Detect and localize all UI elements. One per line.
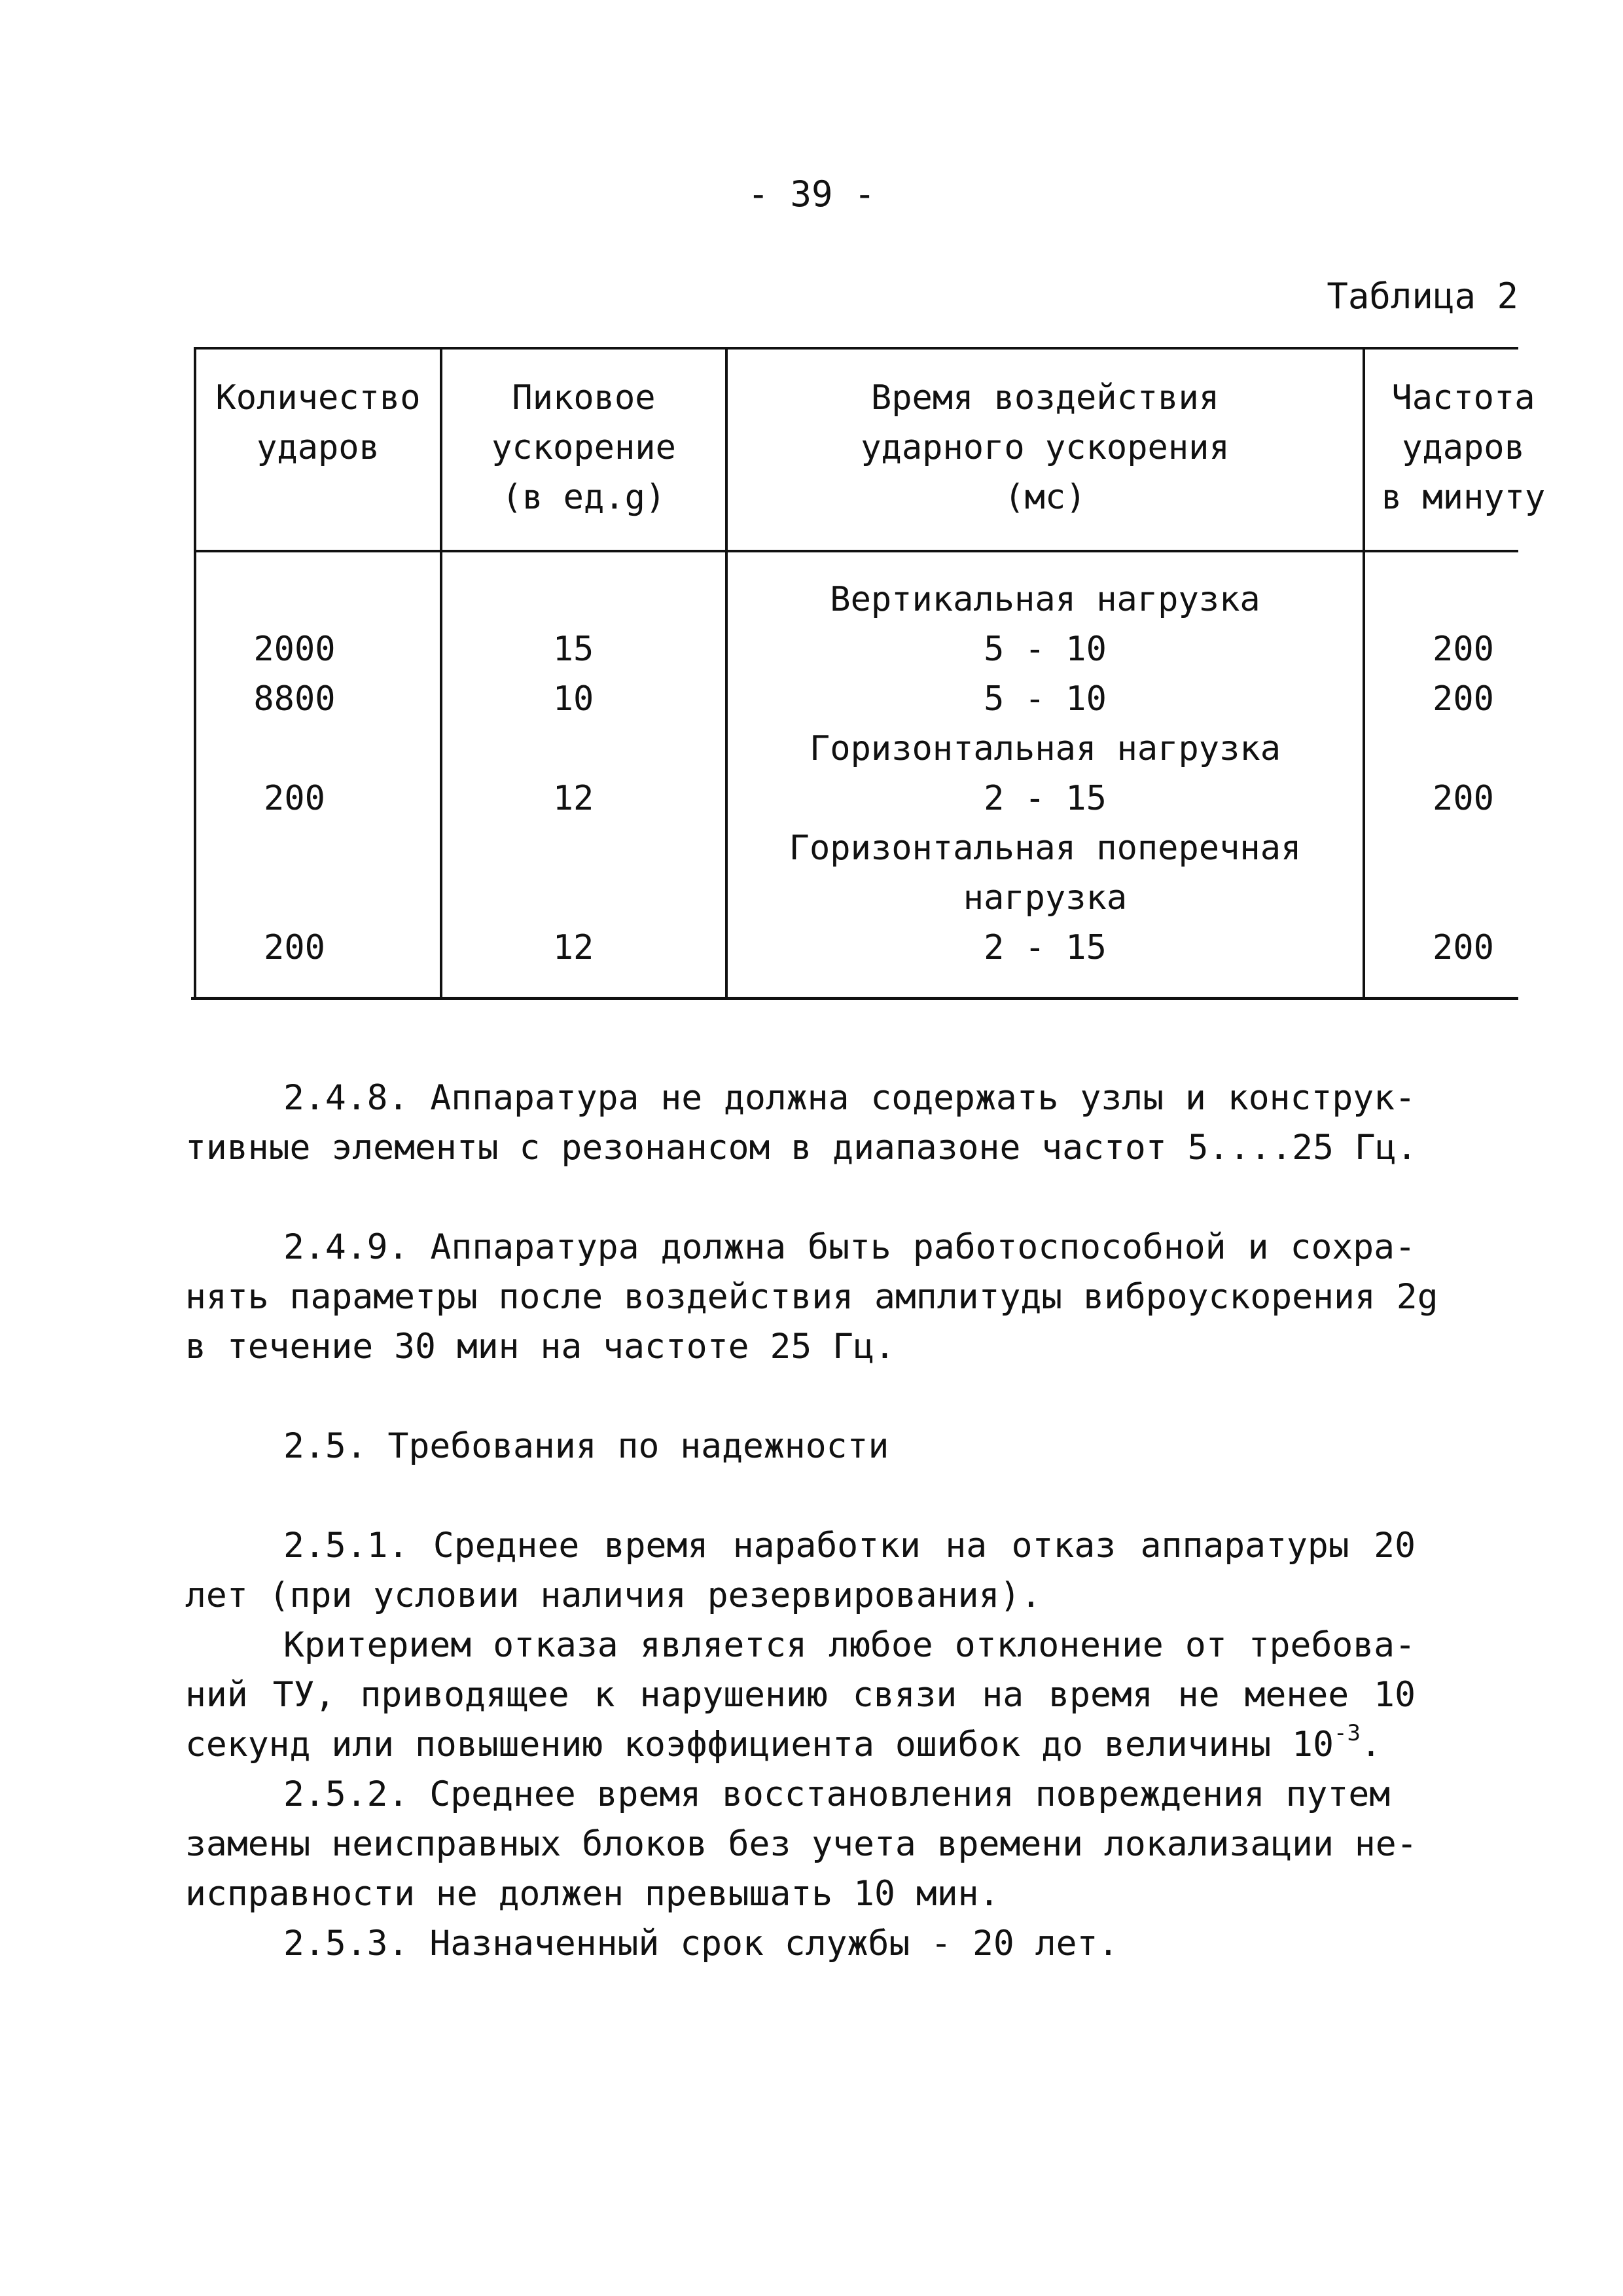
row4-freq: 200 [1433,928,1494,967]
criterion-line3-end: . [1360,1725,1382,1765]
criterion-line1: Критерием отказа является любое отклонение от требова- [283,1625,1416,1665]
criterion-line3 [185,1720,1416,1770]
section-horizontal-load: Горизонтальная нагрузка [809,729,1281,768]
table-header-rule [196,550,1518,552]
row1-peak: 15 [552,630,594,669]
header-time-line2: ударного ускорения [861,428,1230,467]
header-peak-line2: ускорение [491,428,676,467]
para-2-4-9-line1: 2.4.9. Аппаратура должна быть работоспособной и сохра- [283,1227,1416,1267]
para-2-4-9-line3: в течение 30 мин на частоте 25 Гц. [185,1327,895,1367]
para-2-4-9-line2: нять параметры после воздействия амплитуды виброускорения 2g [185,1277,1438,1317]
page-number: - 39 - [747,173,876,215]
criterion-line2: ний ТУ, приводящее к нарушению связи на время не менее 10 [185,1675,1416,1715]
row4-peak: 12 [552,928,594,967]
row1-time: 5 - 10 [984,630,1107,669]
header-freq-line3: в минуту [1381,478,1546,517]
para-2-5-2-line2: замены неисправных блоков без учета времени локализации не- [185,1824,1418,1864]
section-2-5-heading: 2.5. Требования по надежности [283,1426,889,1466]
para-2-5-2-line3: исправности не должен превышать 10 мин. [185,1874,1000,1914]
row1-freq: 200 [1433,630,1494,669]
header-freq-line1: Частота [1391,378,1535,418]
header-freq-line2: ударов [1402,428,1525,467]
header-time-line1: Время воздействия [870,378,1220,418]
header-count-line2: ударов [257,428,380,467]
table-bottom-rule [191,997,1518,1000]
table-caption: Таблица 2 [1327,276,1518,317]
criterion-line3-text: секунд или повышению коэффициента ошибок до величины 10 [185,1725,1334,1765]
row2-time: 5 - 10 [984,679,1107,719]
row2-count: 8800 [253,679,336,719]
para-2-4-8-line1: 2.4.8. Аппаратура не должна содержать узлы и конструк- [283,1078,1416,1118]
para-2-5-1-line1: 2.5.1. Среднее время наработки на отказ аппаратуры 20 [283,1526,1416,1566]
row4-count: 200 [264,928,325,967]
error-exponent: -3 [1333,1720,1361,1746]
header-count-line1: Количество [215,378,421,418]
para-2-5-3: 2.5.3. Назначенный срок службы - 20 лет. [283,1924,1119,1964]
row1-count: 2000 [253,630,336,669]
table-top-rule [196,347,1518,350]
para-2-4-8-line2: тивные элементы с резонансом в диапазоне частот 5....25 Гц. [185,1128,1418,1168]
row2-peak: 10 [552,679,594,719]
row3-time: 2 - 15 [984,779,1107,818]
row3-count: 200 [264,779,325,818]
header-peak-line1: Пиковое [512,378,656,418]
para-2-5-1-line2: лет (при условии наличия резервирования). [185,1575,1042,1615]
row2-freq: 200 [1433,679,1494,719]
header-peak-line3: (в ед.g) [501,478,666,517]
row3-peak: 12 [552,779,594,818]
row4-time: 2 - 15 [984,928,1107,967]
para-2-5-2-line1: 2.5.2. Среднее время восстановления повреждения путем [283,1774,1391,1814]
section-transverse-load-line2: нагрузка [963,878,1128,918]
section-vertical-load: Вертикальная нагрузка [830,580,1260,619]
section-transverse-load-line1: Горизонтальная поперечная [789,829,1302,868]
header-time-line3: (мс) [1004,478,1086,517]
row3-freq: 200 [1433,779,1494,818]
